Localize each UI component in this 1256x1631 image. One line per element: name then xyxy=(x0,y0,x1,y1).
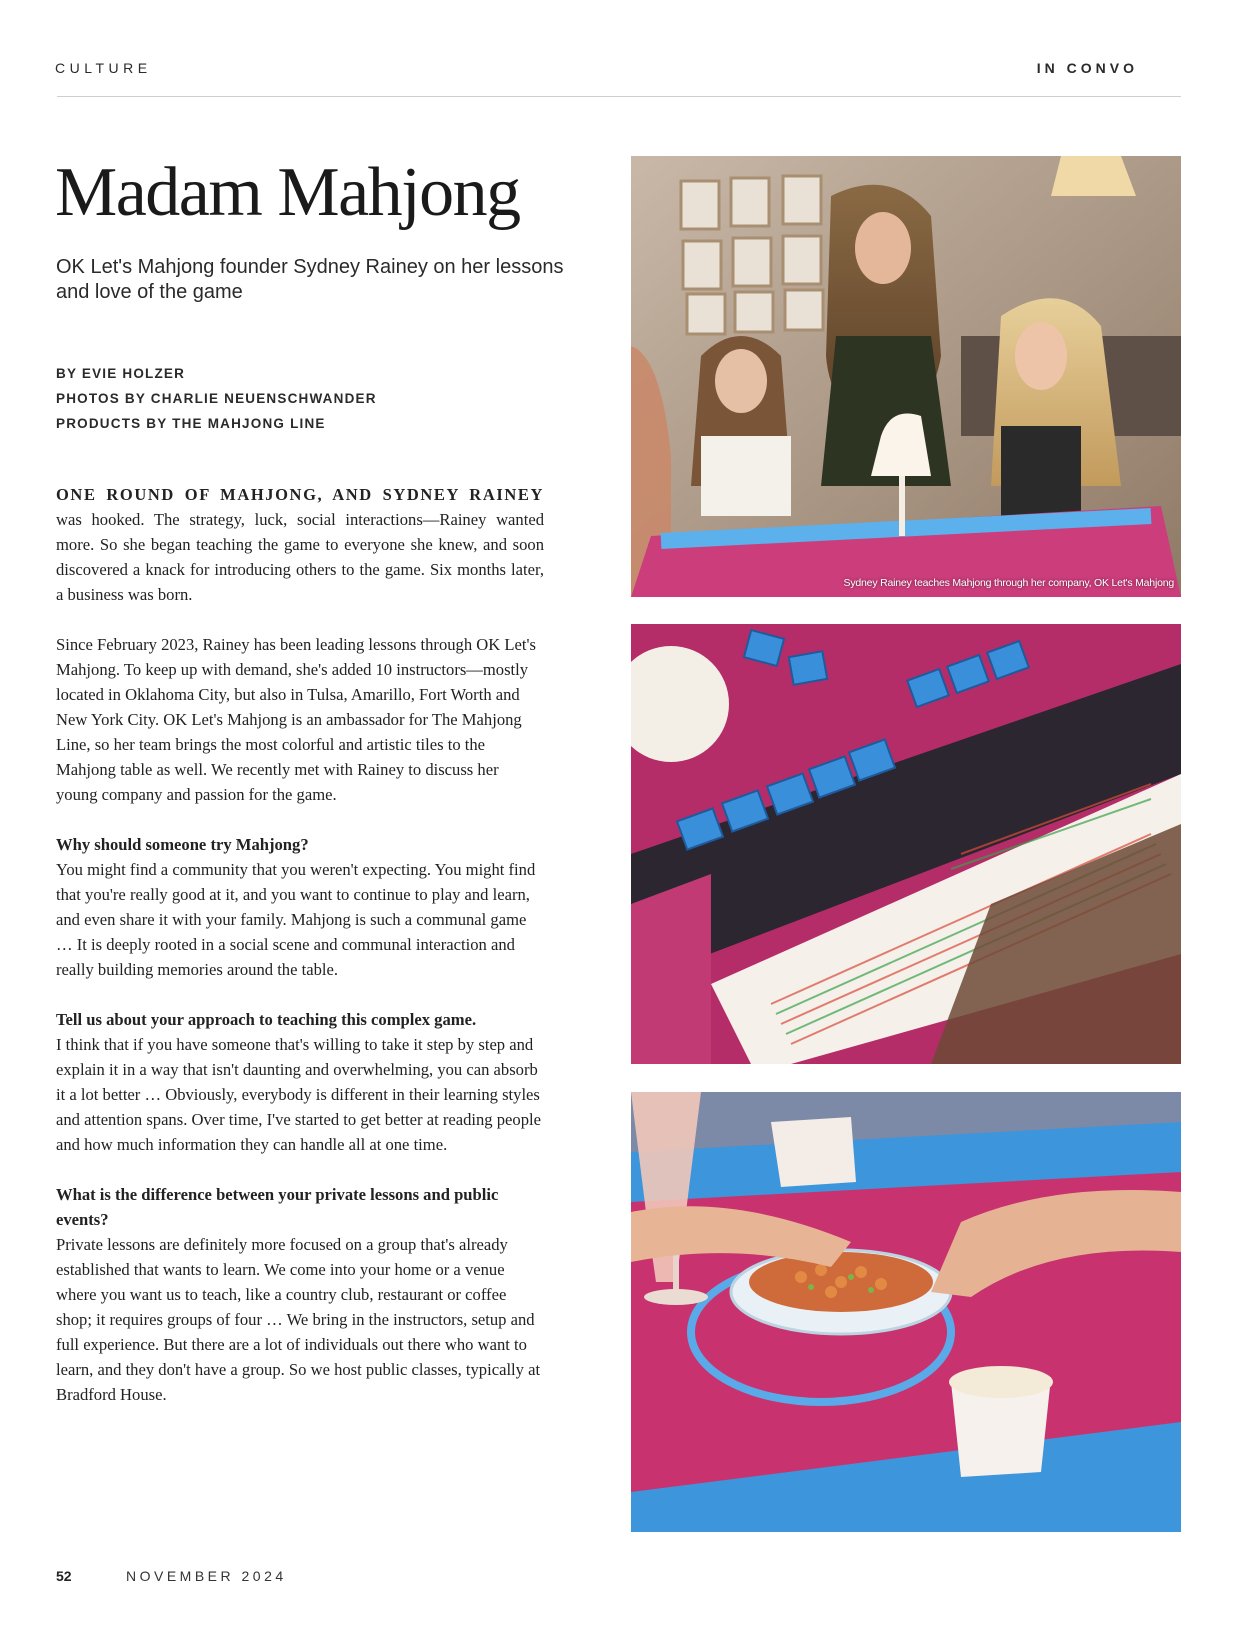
article-subtitle: OK Let's Mahjong founder Sydney Rainey on her lessons and love of the game xyxy=(56,256,564,303)
lead-text: was hooked. The strategy, luck, social interactions—Rainey wanted more. So she began teaching the game to everyone she knew, and soon discovered a knack for introducing others to the game. Six months later, a business was born. xyxy=(56,510,544,604)
photo-snack-bowl xyxy=(631,1092,1181,1532)
article-body xyxy=(56,482,544,1432)
byline-products: PRODUCTS BY THE MAHJONG LINE xyxy=(56,416,326,431)
question: What is the difference between your private lessons and public events? xyxy=(56,1185,499,1229)
byline-author: BY EVIE HOLZER xyxy=(56,366,186,381)
answer: Private lessons are definitely more focused on a group that's already established that wants to learn. We come into your home or a venue where you want us to teach, like a country club, restaurant or coffee shop; it requires groups of four … We bring in the instructors, setup and full experience. But there are a lot of individuals out there who want to learn, and they don't have a group. So we host public classes, typically at Bradford House. xyxy=(56,1235,541,1404)
issue-date: NOVEMBER 2024 xyxy=(126,1568,287,1584)
question: Tell us about your approach to teaching this complex game. xyxy=(56,1010,477,1029)
photo-lesson-scene xyxy=(631,156,1181,597)
page-number: 52 xyxy=(56,1568,72,1584)
photo-caption: Sydney Rainey teaches Mahjong through her company, OK Let's Mahjong xyxy=(843,577,1174,589)
article-title: Madam Mahjong xyxy=(55,154,520,231)
department-label: IN CONVO xyxy=(1036,60,1138,76)
photo-lesson-illustration xyxy=(631,156,1181,597)
section-label: CULTURE xyxy=(55,60,152,76)
question: Why should someone try Mahjong? xyxy=(56,835,309,854)
photo-snack-illustration xyxy=(631,1092,1181,1532)
byline-photos: PHOTOS BY CHARLIE NEUENSCHWANDER xyxy=(56,391,377,406)
body-paragraph: Since February 2023, Rainey has been leading lessons through OK Let's Mahjong. To keep up with demand, she's added 10 instructors—mostly located in Oklahoma City, but also in Tulsa, Amarillo, Fort Worth and New York City. OK Let's Mahjong is an ambassador for The Mahjong Line, so her team brings the most colorful and artistic tiles to the Mahjong table as well. We recently met with Rainey to discuss her young company and passion for the game. xyxy=(56,635,536,804)
header-rule xyxy=(57,96,1181,97)
lead-caps: ONE ROUND OF MAHJONG, AND SYDNEY RAINEY xyxy=(56,485,544,504)
answer: I think that if you have someone that's willing to take it step by step and explain it in a way that isn't daunting and overwhelming, you can absorb it a lot better … Obviously, everybody is different in their learning styles and attention spans. Over time, I've started to get better at reading people and how much information they can handle all at one time. xyxy=(56,1035,541,1154)
byline-block xyxy=(56,361,377,436)
photo-tiles-card xyxy=(631,624,1181,1064)
photo-tiles-illustration xyxy=(631,624,1181,1064)
qa-block xyxy=(56,832,544,982)
answer: You might find a community that you weren't expecting. You might find that you're really good at it, and you want to continue to play and learn, and even share it with your family. Mahjong is such a communal game … It is deeply rooted in a social scene and communal interaction and really building memories around the table. xyxy=(56,860,536,979)
qa-block xyxy=(56,1182,544,1407)
lead-paragraph xyxy=(56,482,544,607)
qa-block xyxy=(56,1007,544,1157)
